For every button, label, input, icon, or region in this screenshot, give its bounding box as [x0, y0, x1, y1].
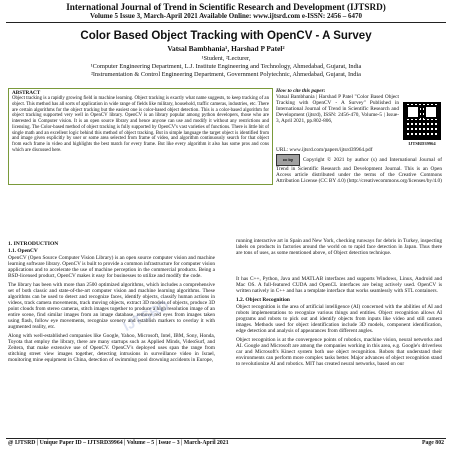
left-column	[8, 241, 215, 437]
abstract-text: Object tracking is a rapidly growing field in machine learning. Object tracking is exactly what name suggests, to keep tracking of an object. This method has all sorts of application in wide range of fields like military, household, traffic cameras, industries, etc. There are certain algorithms for the object tracking but the easiest one is color-based object detection. This is a color-based algorithm for object tracking supported very well in OpenCV library. OpenCV is an library popular among python developers, those who are interested in Computer vision. It is an open source library and hence anyone can use and modify it without any restrictions and licensing. The Color-based method of object tracking is fully supported by OpenCV's vast varieties of functions. There is little bit of single math and an excellent logic behind this method of object tracking. But in simple language the target object is identified from and image given explicitly by user or some area selected from frame of video, and algorithm continuously search for that object from each frame in video and highlights the best match for every frame. But like every algorithm it also has some pros and cons which are discussed here.	[12, 96, 269, 153]
qr-label: IJTSRD39964	[408, 141, 436, 146]
copyright-text	[276, 154, 442, 184]
citation-column	[276, 88, 399, 146]
citation-row	[276, 88, 442, 146]
footer-rule	[6, 438, 446, 439]
paragraph-5: It has C++, Python, Java and MATLAB interfaces and supports Windows, Linux, Android and Mac OS. A full-featured CUDA and OpenCL interfaces are being actively used. OpenCV is written natively in C++ and has a template interface that works seamlessly with STL containers.	[236, 276, 442, 295]
abstract-heading: ABSTRACT	[12, 90, 41, 96]
copyright-body: Copyright © 2021 by author (s) and International Journal of Trend in Scientific Research and Development Journal. This is an Open Access article distributed under the terms of the Creative Commons Attribution License (CC BY 4.0) (http://creativecommons.org/licenses/by/4.0)	[276, 157, 442, 184]
qr-block	[402, 88, 442, 146]
section-heading-introduction: 1. INTRODUCTION	[8, 241, 59, 247]
citation-heading: How to cite this paper:	[276, 88, 326, 94]
paper-title: Color Based Object Tracking with OpenCV - A Survey	[80, 30, 372, 42]
footer-page: Page 802	[421, 440, 444, 446]
page-footer	[0, 440, 452, 446]
paragraph-7: Object recognition is at the convergence points of robotics, machine vision, neural networks and AI. Google and Microsoft are among the companies working in this area, e.g. Google's driverless car and Microsoft's Kinect system both use object recognition. Robots that understand their environments can perform more complex tasks better. Major advances of object recognition stand to revolutionize AI and robotics. MIT has created neural networks, based on our	[236, 336, 442, 368]
affiliation-1: ¹Computer Engineering Department, L.J. Institute Engineering and Technology, Ahmedabad, Gujarat, India	[90, 63, 362, 70]
abstract-box	[8, 88, 273, 185]
right-column-top	[236, 238, 442, 276]
paragraph-4: running interactive art in Spain and New York, checking runways for debris in Turkey, inspecting labels on products in factories around the world on to rapid face detection in Japan. Thus there are tons of uses, as some mentioned above, of Object detection technique.	[236, 238, 442, 257]
section-heading-opencv: 1.1. OpenCV	[8, 248, 38, 254]
author-roles: ¹Student, ²Lecturer,	[201, 55, 251, 62]
footer-left: @ IJTSRD | Unique Paper ID – IJTSRD39964 | Volume – 5 | Issue – 3 | March-April 2021	[8, 440, 229, 446]
paragraph-2: The library has been with more than 2500 optimized algorithms, which includes a comprehensive set of both classic and state-of-the-art computer vision and machine learning algorithms. These algorithms can be used to detect and recognize faces, identify objects, classify human actions in videos, track camera movements, track moving objects, extract 3D models of objects, produce 3D point clouds from stereo cameras, stitch images together to produce a high resolution image of an entire scene, find similar images from an image database, remove red eyes from images taken using flash, follow eye movements, recognize scenery and establish markers to overlay it with augmented reality, etc.	[8, 281, 215, 331]
affiliation-2: ²Instrumentation & Control Engineering Department, Government Polytechnic, Ahmedabad, Gujarat, India	[91, 71, 361, 78]
journal-title: International Journal of Trend in Scientific Research and Development (IJTSRD)	[66, 2, 386, 12]
paragraph-3: Along with well-established companies like Google, Yahoo, Microsoft, Intel, IBM, Sony, Honda, Toyota that employ the library, there are many startups such as Applied Minds, VideoSurf, and Zeitera, that make extensive use of OpenCV. OpenCV's deployed uses span the range from stitching street view images together, detecting intrusions in surveillance video in Israel, monitoring mine equipment in China, detection of swimming pool drowning accidents in Europe,	[8, 333, 215, 364]
volume-line: Volume 5 Issue 3, March-April 2021 Available Online: www.ijtsrd.com e-ISSN: 2456 – 6470	[90, 12, 362, 20]
citation-url[interactable]: URL: www.ijtsrd.com/papers/ijtsrd39964.pdf	[276, 147, 373, 153]
right-column	[236, 276, 442, 437]
header-rule	[6, 22, 446, 23]
section-heading-object-recognition: 1.2. Object Recognition	[236, 297, 290, 304]
citation-text: Vatsal Bambhania | Harshad P Patel "Color Based Object Tracking with OpenCV - A Survey" Published in International Journal of Trend in Scientific Research and Development (ijtsrd), ISSN: 2456-470, Volume-5 | Issue-3, April 2021, pp.802-806,	[276, 94, 399, 124]
paragraph-1: OpenCV (Open Source Computer Vision Library) is an open source computer vision and machine learning software library. OpenCV is built to provide a common infrastructure for computer vision applications and to accelerate the use of machine perception in the commercial products. Being a BSD-licensed product, OpenCV makes it easy for businesses to utilize and modify the code.	[8, 254, 215, 279]
watermark: IJTSRD	[120, 296, 172, 335]
paper-authors: Vatsal Bambhania¹, Harshad P Patel²	[167, 44, 285, 53]
qr-code-icon	[403, 102, 441, 140]
paragraph-6: Object recognition is the area of artificial intelligence (AI) concerned with the abilities of AI and robots implementations to recognize various things and entities. Object recognition allows AI programs and robots to pick out and identify objects from inputs like video and still camera images. Methods used for object identification include 3D models, component identification, edge detection and analysis of appearances from different angles.	[236, 303, 442, 334]
cc-by-icon: cc by	[276, 154, 300, 166]
